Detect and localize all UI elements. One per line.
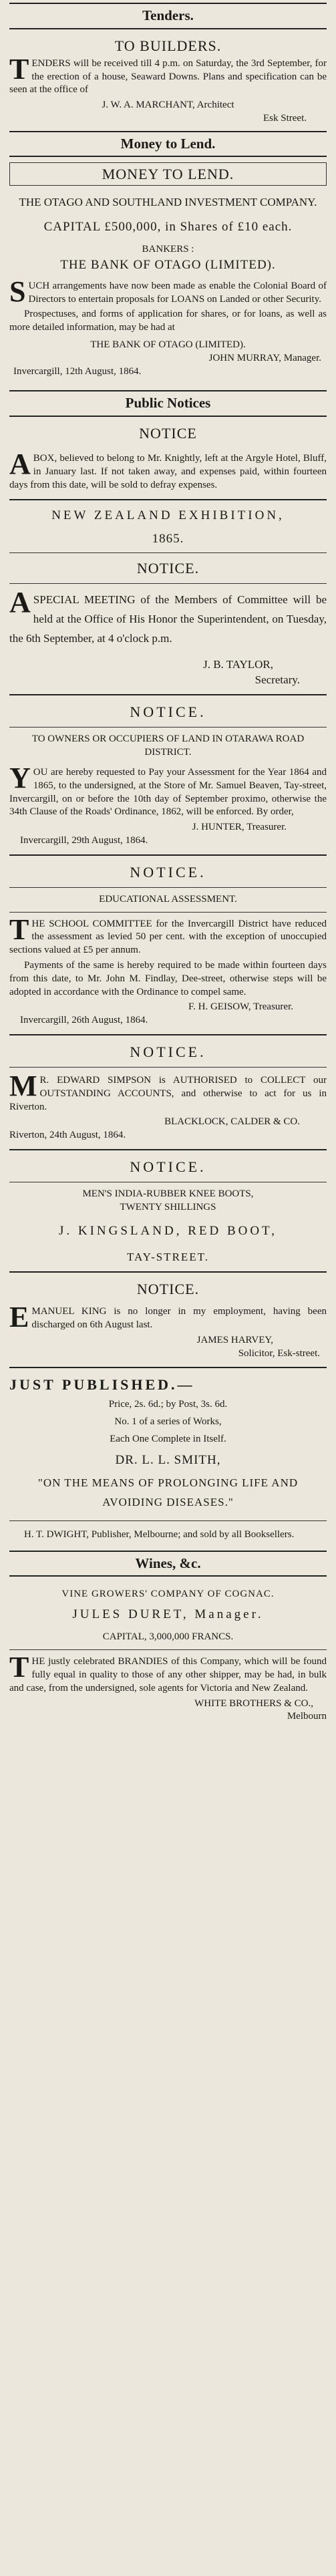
- divider: [9, 1149, 327, 1150]
- notice-1-title: NOTICE: [139, 425, 197, 442]
- money-bankers-label: BANKERS :: [142, 244, 194, 255]
- notice-6-title: NOTICE.: [130, 1158, 206, 1175]
- notice-4-signer: F. H. GEISOW, Treasurer.: [188, 1001, 293, 1013]
- notice-8-price: Price, 2s. 6d.; by Post, 3s. 6d.: [108, 1399, 228, 1410]
- notice-2-role: Secretary.: [255, 673, 300, 686]
- divider: [9, 1034, 327, 1035]
- notice-5-body: MR. EDWARD SIMPSON is AUTHORISED to COLLECT our OUTSTANDING ACCOUNTS, and otherwise to act for us in Riverton.: [9, 1069, 327, 1112]
- money-dateline: Invercargill, 12th August, 1864.: [13, 365, 142, 377]
- wines-manager: JULES DURET, Manager.: [72, 1607, 264, 1622]
- money-company: THE OTAGO AND SOUTHLAND INVESTMENT COMPANY.: [19, 196, 317, 209]
- notice-1-body: ABOX, believed to belong to Mr. Knightly, left at the Argyle Hotel, Bluff, in January last. If not taken away, and expenses paid, within fourteen days from this date, will be sold to defray expenses.: [9, 448, 327, 490]
- notice-8-title: JUST PUBLISHED.—: [9, 1376, 195, 1394]
- notice-4-dateline: Invercargill, 26th August, 1864.: [20, 1015, 148, 1026]
- wines-signer: WHITE BROTHERS & CO.,: [194, 1698, 313, 1709]
- divider: [9, 1520, 327, 1521]
- notice-6-line: J. KINGSLAND, RED BOOT,: [58, 1223, 278, 1238]
- notice-3-signer: J. HUNTER, Treasurer.: [192, 822, 287, 833]
- notice-7-body: EMANUEL KING is no longer in my employment, having been discharged on 6th August last.: [9, 1301, 327, 1334]
- notice-2-notice: NOTICE.: [136, 559, 200, 577]
- wines-company: VINE GROWERS' COMPANY OF COGNAC.: [61, 1589, 275, 1600]
- divider: [9, 499, 327, 500]
- notice-7-title: NOTICE.: [136, 1281, 200, 1298]
- notice-5-dateline: Riverton, 24th August, 1864.: [9, 1130, 126, 1141]
- tenders-body: TENDERS will be received till 4 p.m. on Saturday, the 3rd September, for the erection of a house, Seaward Downs. Plans and specification can be seen at the office of: [9, 52, 327, 96]
- notice-8-work: "ON THE MEANS OF PROLONGING LIFE AND AVOIDING DISEASES.": [37, 1476, 299, 1508]
- notice-5-title: NOTICE.: [130, 1043, 206, 1060]
- money-bank-again: THE BANK OF OTAGO (LIMITED).: [90, 339, 246, 351]
- tenders-address: Esk Street.: [263, 112, 307, 124]
- divider: [9, 1067, 327, 1068]
- notice-6-street: TAY-STREET.: [126, 1250, 210, 1263]
- notice-2-title: NEW ZEALAND EXHIBITION,: [51, 508, 285, 522]
- notice-3-title: NOTICE.: [130, 703, 206, 721]
- money-title: MONEY TO LEND.: [9, 162, 327, 186]
- divider: [9, 887, 327, 888]
- money-body-1: SUCH arrangements have now been made as enable the Colonial Board of Directors to entertain proposals for LOANS on Landed or other Security.: [9, 275, 327, 308]
- notice-3-dateline: Invercargill, 29th August, 1864.: [20, 834, 148, 846]
- notice-4-sub: EDUCATIONAL ASSESSMENT.: [99, 893, 237, 905]
- money-capital: CAPITAL £500,000, in Shares of £10 each.: [43, 219, 293, 234]
- divider: [9, 1649, 327, 1650]
- section-heading-public: Public Notices: [9, 390, 327, 417]
- divider: [9, 1367, 327, 1368]
- tenders-signer: J. W. A. MARCHANT, Architect: [102, 100, 234, 111]
- money-bank: THE BANK OF OTAGO (LIMITED).: [60, 257, 276, 272]
- notice-7-role: Solicitor, Esk-street.: [238, 1347, 320, 1359]
- wines-city: Melbourn: [287, 1711, 327, 1722]
- divider: [9, 552, 327, 553]
- tenders-title: TO BUILDERS.: [114, 37, 222, 54]
- notice-6-sub-1: MEN'S INDIA-RUBBER KNEE BOOTS,: [82, 1188, 254, 1199]
- notice-3-sub: TO OWNERS OR OCCUPIERS OF LAND IN OTARAWA ROAD DISTRICT.: [31, 734, 305, 758]
- notice-4-title: NOTICE.: [130, 863, 206, 880]
- divider: [9, 727, 327, 728]
- notice-4-body-1: THE SCHOOL COMMITTEE for the Invercargill District have reduced the assessment as levied 50 per cent. with the exception of unoccupied sections valued at £5 per annum.: [9, 913, 327, 956]
- divider: [9, 583, 327, 584]
- divider: [9, 854, 327, 856]
- notice-2-body: ASPECIAL MEETING of the Members of Committee will be held at the Office of His Honor the Superintendent, on Tuesday, the 6th September, at 4 o'clock p.m.: [9, 585, 327, 645]
- section-heading-money: Money to Lend.: [9, 131, 327, 158]
- notice-8-each: Each One Complete in Itself.: [110, 1433, 226, 1444]
- notice-8-author: DR. L. L. SMITH,: [115, 1452, 221, 1467]
- notice-7-signer: JAMES HARVEY,: [196, 1334, 273, 1345]
- section-heading-wines: Wines, &c.: [9, 1551, 327, 1577]
- notice-2-signer: J. B. TAYLOR,: [203, 658, 273, 671]
- divider: [9, 912, 327, 913]
- notice-8-series: No. 1 of a series of Works,: [114, 1416, 222, 1428]
- section-heading-tenders: Tenders.: [9, 3, 327, 29]
- divider: [9, 1271, 327, 1273]
- notice-8-publisher: H. T. DWIGHT, Publisher, Melbourne; and sold by all Booksellers.: [24, 1528, 295, 1540]
- money-signer: JOHN MURRAY, Manager.: [208, 352, 321, 363]
- notice-2-year: 1865.: [152, 531, 184, 546]
- notice-3-body: YOU are hereby requested to Pay your Assessment for the Year 1864 and 1865, to the undersigned, at the Store of Mr. Samuel Beaven, Tay-street, Invercargill, on or before the 10th day of September proximo, otherwise the 34th Clause of the Roads' Ordinance, 1862, will be enforced. By order,: [9, 761, 327, 818]
- money-body-2: Prospectuses, and forms of application for shares, or for loans, as well as more detailed information, may be had at: [9, 309, 327, 333]
- notice-4-body-2: Payments of the same is hereby required to be made within fourteen days from this date, to Mr. John M. Findlay, Dee-street, otherwise steps will be adopted in accordance with the Ordinance to compel same.: [9, 959, 327, 997]
- divider: [9, 694, 327, 695]
- wines-body: THE justly celebrated BRANDIES of this Company, which will be found fully equal in quality to those of any other shipper, may be had, in bulk and case, from the undersigned, sole agents for Victoria and New Zealand.: [9, 1651, 327, 1694]
- notice-5-signer: BLACKLOCK, CALDER & CO.: [164, 1116, 300, 1128]
- wines-capital: CAPITAL, 3,000,000 FRANCS.: [102, 1631, 234, 1643]
- notice-6-sub-2: TWENTY SHILLINGS: [120, 1201, 216, 1213]
